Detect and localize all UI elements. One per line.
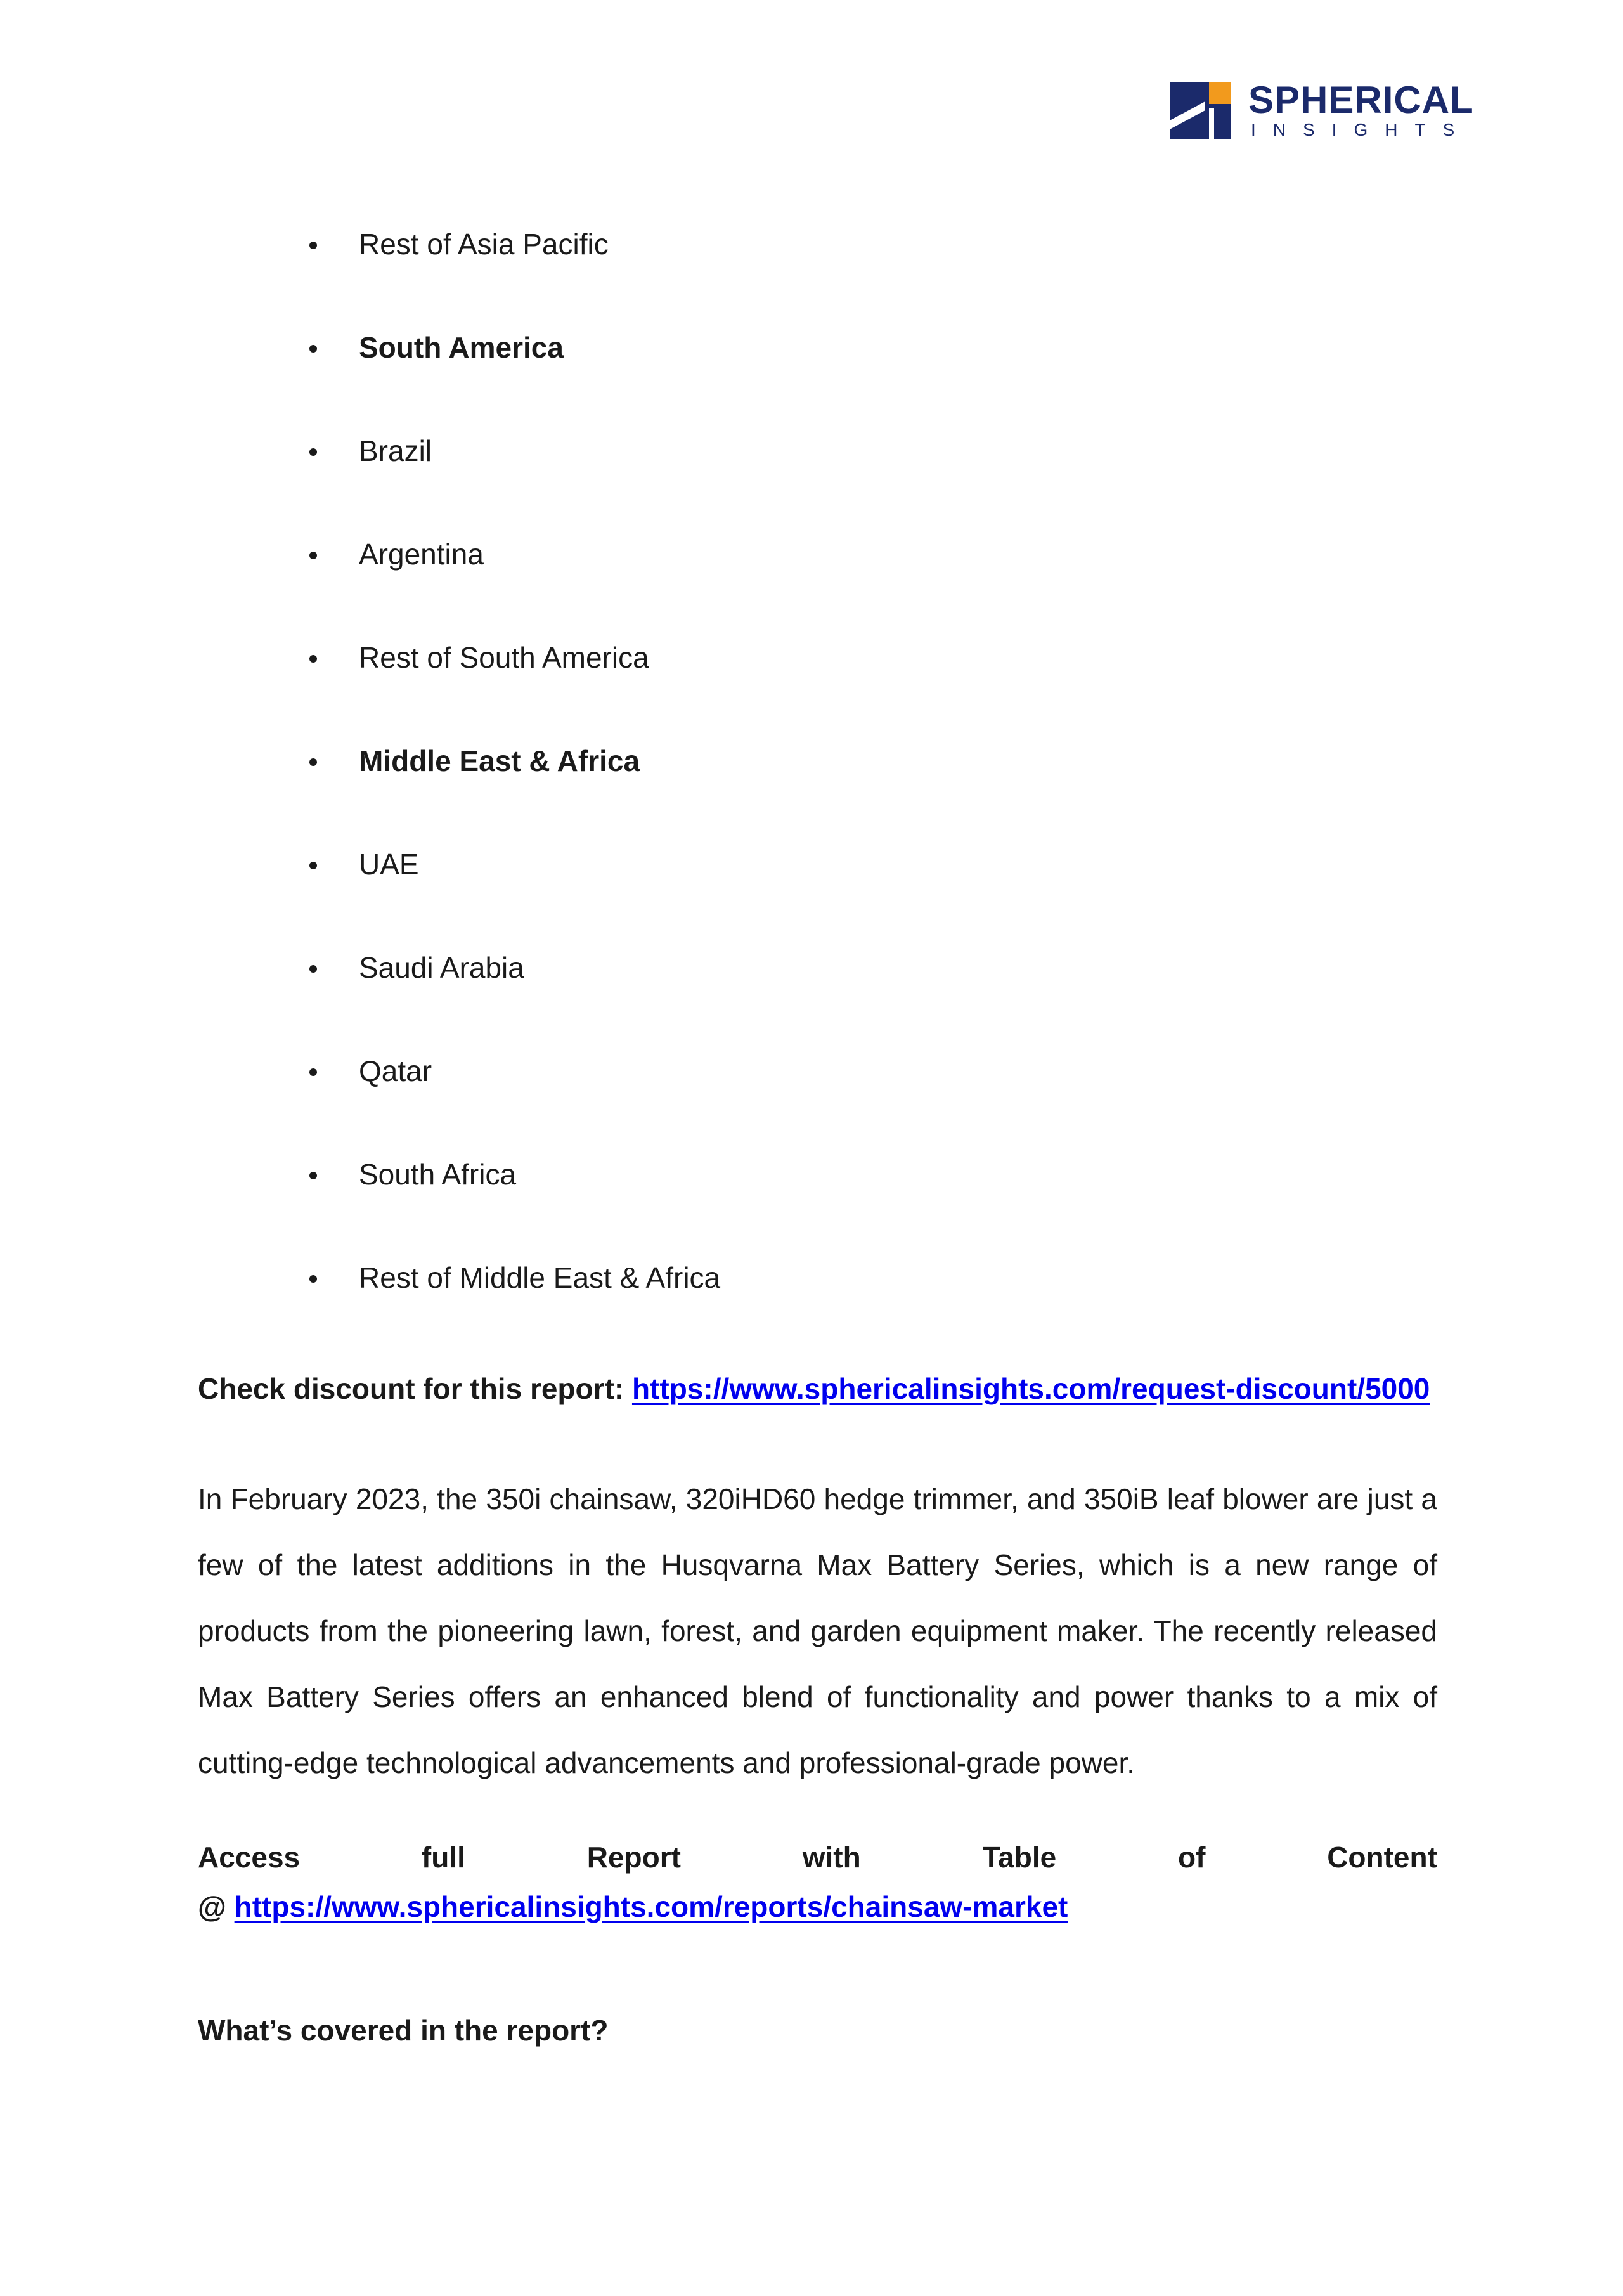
bullet-icon <box>309 1068 317 1076</box>
bullet-icon <box>309 345 317 353</box>
bullet-icon <box>309 655 317 663</box>
bullet-icon <box>309 965 317 973</box>
discount-line <box>198 1370 1437 1408</box>
list-item-label: Brazil <box>359 434 432 467</box>
at-symbol: @ <box>198 1890 235 1923</box>
list-item-label: Argentina <box>359 538 484 571</box>
logo-wordmark: SPHERICAL <box>1248 79 1474 121</box>
bullet-icon <box>309 448 317 456</box>
bullet-icon <box>309 552 317 559</box>
access-word: of <box>1177 1841 1206 1874</box>
bullet-icon <box>309 758 317 766</box>
access-report-block <box>198 1832 1437 1931</box>
list-item-label: South America <box>359 331 564 364</box>
access-word: Content <box>1327 1841 1437 1874</box>
discount-label: Check discount for this report: <box>198 1372 632 1405</box>
access-word: Access <box>198 1841 301 1874</box>
list-item-label: Middle East & Africa <box>359 744 640 777</box>
bullet-icon <box>309 1172 317 1179</box>
list-item-label: Rest of Asia Pacific <box>359 228 609 261</box>
bullet-icon <box>309 242 317 249</box>
spherical-insights-logo <box>1170 79 1474 141</box>
bullet-icon <box>309 1275 317 1283</box>
spherical-insights-logo-icon <box>1170 82 1231 139</box>
list-item-label: South Africa <box>359 1158 517 1191</box>
section-heading: What’s covered in the report? <box>198 2014 609 2047</box>
discount-link[interactable]: https://www.sphericalinsights.com/request-discount/5000 <box>631 1372 1430 1405</box>
list-item-label: Saudi Arabia <box>359 951 524 984</box>
report-link[interactable]: https://www.sphericalinsights.com/reports/chainsaw-market <box>234 1890 1068 1923</box>
access-word: full <box>421 1841 465 1874</box>
access-word: Table <box>982 1841 1057 1874</box>
news-paragraph: In February 2023, the 350i chainsaw, 320iHD60 hedge trimmer, and 350iB leaf blower are just a few of the latest additions in the Husqvarna Max Battery Series, which is a new range of products from the pioneering lawn, forest, and garden equipment maker. The recently released Max Battery Series offers an enhanced blend of functionality and power thanks to a mix of cutting-edge technological advancements and professional-grade power. <box>198 1482 1437 1779</box>
list-item-label: Rest of South America <box>359 641 649 674</box>
logo-subtitle: INSIGHTS <box>1251 120 1472 139</box>
access-report-line <box>198 1832 1437 1882</box>
list-item-label: Qatar <box>359 1054 432 1087</box>
list-item-label: UAE <box>359 848 419 881</box>
access-word: Report <box>586 1841 681 1874</box>
access-report-link-line <box>198 1882 1437 1931</box>
bullet-icon <box>309 862 317 869</box>
list-item-label: Rest of Middle East & Africa <box>359 1261 721 1294</box>
access-word: with <box>802 1841 861 1874</box>
